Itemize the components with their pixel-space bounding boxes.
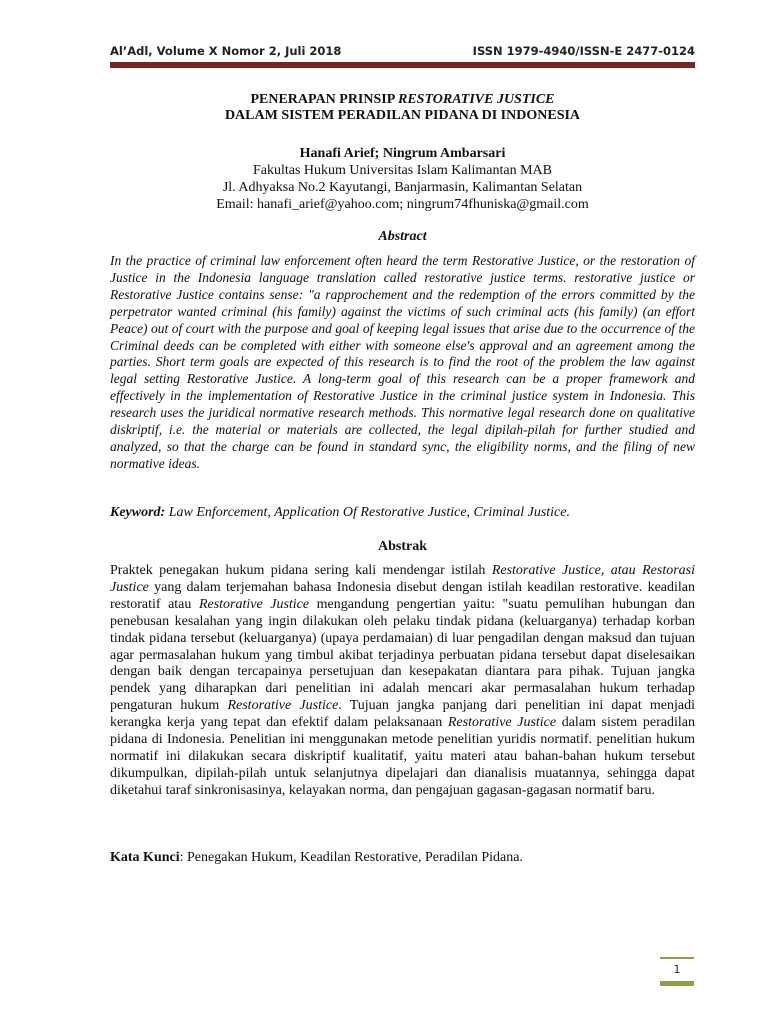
keywords-id: [110, 849, 695, 866]
abstrak-run: mengandung pengertian yaitu: "suatu pemulihan hubungan dan penebusan kesalahan yang ingin dilakukan oleh pelaku tindak pidana (keluarganya) terhadap korban tindak pidana tersebut (keluarganya) (upaya perdamaian) di luar pengadilan dengan maksud dan tujuan agar permasalahan hukum yang timbul akibat terjadinya perbuatan pidana tersebut dapat diselesaikan dengan baik dengan tercapainya persetujuan dan kesepakatan diantara para pihak. Tujuan jangka pendek yang diharapkan dari penelitian ini adalah mencari akar permasalahan hukum terhadap pengaturan hukum: [110, 596, 695, 714]
page-number-rule-top: [660, 957, 694, 959]
page-number-box: [660, 957, 694, 987]
kata-kunci-label: Kata Kunci: [110, 850, 180, 865]
journal-info: Al’Adl, Volume X Nomor 2, Juli 2018: [110, 44, 342, 58]
header-rule: [110, 62, 695, 68]
paper-title: [110, 92, 695, 124]
abstrak-italic: Restorative Justice: [198, 596, 310, 612]
abstrak-italic: Restorative Justice: [447, 715, 557, 731]
title-line-2: DALAM SISTEM PERADILAN PIDANA DI INDONESIA: [224, 108, 581, 123]
abstract-text: In the practice of criminal law enforcement often heard the term Restorative Justice, or the restoration of Justice in the Indonesia language translation called restorative justice terms. restorative justice or Restorative Justice contains sense: "a rapprochement and the redemption of the errors committed by the perpetrator wanted criminal (his family) against the victims of such criminal acts (his family) (an effort Peace) out of court with the purpose and goal of keeping legal issues that arise due to the occurrence of the Criminal deeds can be completed with either with someone else's approval and an agreement among the parties. Short term goals are expected of this research is to find the root of the problem the law against legal setting Restorative Justice. A long-term goal of this research can be a proper framework and effectively in the implementation of Restorative Justice in the criminal justice system in Indonesia. This research uses the juridical normative research methods. This normative legal research done on qualitative diskriptif, i.e. the material or materials are collected, the legal dipilah-pilah for further studied and analyzed, so that the charge can be found in standard sync, the eligibility norms, and the filing of new normative ideas.: [110, 253, 695, 471]
abstrak-italic: Restorative Justice, atau Restorasi Justice: [110, 563, 695, 595]
keywords-en: [110, 504, 695, 521]
abstrak-run: yang dalam terjemahan bahasa Indonesia disebut dengan istilah keadilan restorative. keadilan restoratif atau: [110, 579, 695, 612]
title-line-1: [110, 92, 695, 108]
abstrak-run: Praktek penegakan hukum pidana sering kali mendengar istilah: [110, 563, 492, 578]
page-number: 1: [673, 963, 681, 976]
abstrak-run: dalam sistem peradilan pidana di Indonesia. Penelitian ini menggunakan metode penelitian yuridis normatif. penelitian hukum normatif ini dilakukan secara diskriptif kualitatif, yaitu materi atau bahan-bahan hukum tersebut dikumpulkan, dipilah-pilah untuk selanjutnya dipelajari dan dianalisis muatannya, sehingga dapat diketahui taraf sinkronisasinya, kelayakan norma, dan pengajuan gagasan-gagasan normatif baru.: [110, 715, 695, 798]
abstrak-text: [110, 563, 695, 800]
author-block: [110, 145, 695, 213]
issn-info: ISSN 1979-4940/ISSN-E 2477-0124: [472, 44, 695, 58]
author-names: Hanafi Arief; Ningrum Ambarsari: [299, 146, 506, 161]
abstract-heading: Abstract: [378, 229, 427, 244]
author-affiliation: Fakultas Hukum Universitas Islam Kalimantan MAB: [252, 163, 553, 178]
abstrak-run: . Tujuan jangka panjang dari penelitian ini dapat menjadi kerangka kerja yang tepat dan efektif dalam pelaksanaan: [110, 698, 695, 731]
keyword-label: Keyword:: [110, 505, 166, 520]
author-email: Email: hanafi_arief@yahoo.com; ningrum74fhuniska@gmail.com: [216, 197, 589, 212]
title-italic: RESTORATIVE JUSTICE: [398, 92, 555, 107]
kata-kunci-value: : Penegakan Hukum, Keadilan Restorative, Peradilan Pidana.: [179, 850, 523, 865]
abstrak-italic: Restorative Justice: [227, 698, 339, 714]
page-number-rule-bottom: [660, 981, 694, 986]
abstrak-heading: Abstrak: [377, 539, 427, 554]
keyword-value: Law Enforcement, Application Of Restorative Justice, Criminal Justice.: [165, 505, 570, 520]
title-prefix: PENERAPAN PRINSIP: [250, 92, 398, 107]
author-address: Jl. Adhyaksa No.2 Kayutangi, Banjarmasin, Kalimantan Selatan: [222, 180, 583, 195]
